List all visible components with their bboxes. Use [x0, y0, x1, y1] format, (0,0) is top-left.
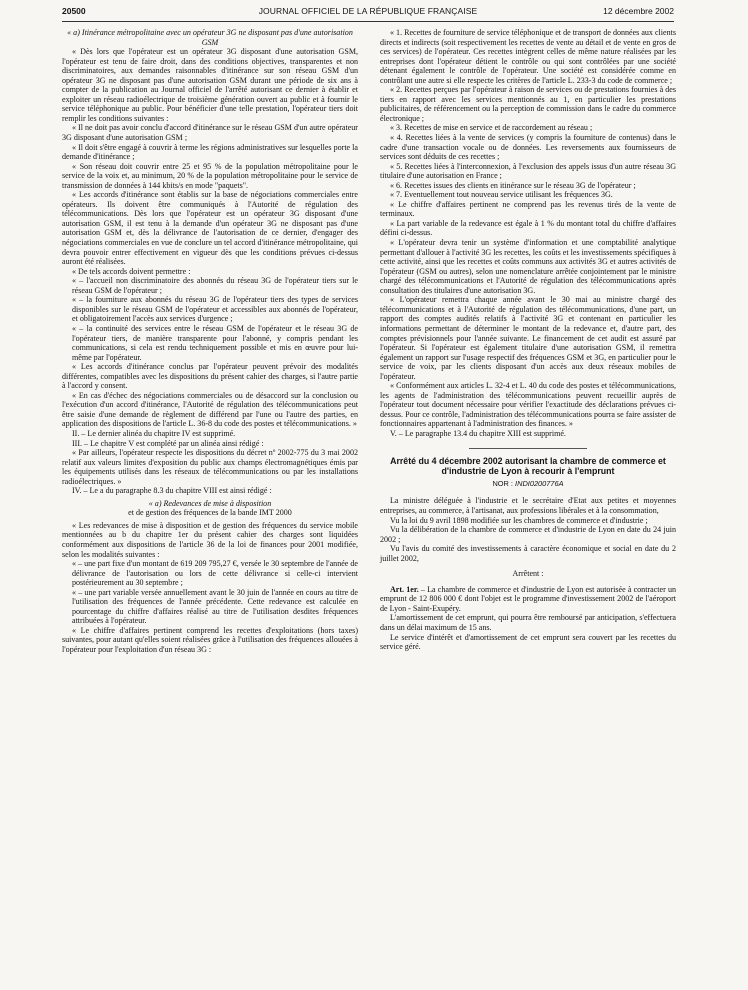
- left-column-paragraph: « Le chiffre d'affaires pertinent comprend les recettes d'exploitations (hors taxes) suivantes, pour autant qu'elles soient réalisées grâce à l'utilisation des fréquences allouées à l'opérateur pour l'exploitation d'un réseau 3G :: [62, 625, 358, 654]
- left-column-paragraph: « Dès lors que l'opérateur est un opérateur 3G disposant d'une autorisation GSM, l'opérateur est tenu de faire droit, dans des conditions objectives, transparentes et non discriminatoires, aux demandes raisonnables d'itinérance sur son réseau GSM d'un opérateur 3G ne disposant pas d'une autorisation GSM durant une période de six ans à compter de la publication au Journal officiel de l'arrêté autorisant ce dernier à établir et exploiter un réseau radioélectrique de troisième génération ouvert au public et à fournir le service téléphonique au public. Pour bénéficier d'une telle prestation, l'opérateur tiers doit remplir les conditions suivantes :: [62, 47, 358, 123]
- left-column-paragraph: « a) Redevances de mise à disposition: [148, 498, 272, 508]
- right-column-body: [380, 28, 676, 439]
- article-1-text: – La chambre de commerce et d'industrie de Lyon est autorisée à contracter un emprunt de 12 806 000 € dont l'objet est le programme d'investissement 2002 de l'aéroport de Lyon - Saint-Exupéry.: [380, 584, 676, 613]
- article-1: [380, 585, 676, 614]
- right-column-paragraph: « 7. Eventuellement tout nouveau service utilisant les fréquences 3G.: [390, 190, 613, 200]
- right-column: [380, 28, 676, 652]
- decree-closing-paragraph: L'amortissement de cet emprunt, qui pourra être remboursé par anticipation, s'effectuera dans un délai maximum de 15 ans.: [380, 613, 676, 633]
- left-column-paragraph: « Par ailleurs, l'opérateur respecte les dispositions du décret nº 2002-775 du 3 mai 2002 relatif aux valeurs limites d'exposition du public aux champs électromagnétiques émis par les équipements utilisés dans les réseaux de télécommunications ou par les installations radioélectriques. »: [62, 448, 358, 486]
- left-column: [62, 28, 358, 655]
- right-column-paragraph: « 1. Recettes de fourniture de service téléphonique et de transport de données aux clients directs et indirects (soit respectivement les recettes de vente au détail et de vente en gros de ces services) de l'opérateur. Ces recettes intègrent celles de même nature réalisées par les entreprises dont l'opérateur détient le contrôle ou qui sont contrôlées par une société détenant également le contrôle de l'opérateur. Une société est considérée comme en contrôlant une autre si elle respecte les critères de l'article L. 233-3 du code de commerce ;: [380, 28, 676, 85]
- left-column-paragraph: III. – Le chapitre V est complété par un alinéa ainsi rédigé :: [72, 438, 264, 448]
- left-column-paragraph: « Il ne doit pas avoir conclu d'accord d'itinérance sur le réseau GSM d'un autre opérateur 3G disposant d'une autorisation GSM ;: [62, 123, 358, 143]
- page-header: [62, 6, 674, 20]
- nor-code: INDI0200776A: [515, 478, 564, 488]
- article-1-label: Art. 1er.: [390, 584, 419, 594]
- right-column-paragraph: V. – Le paragraphe 13.4 du chapitre XIII est supprimé.: [390, 428, 566, 438]
- right-column-paragraph: « 6. Recettes issues des clients en itinérance sur le réseau 3G de l'opérateur ;: [390, 180, 636, 190]
- decree-paragraph: Vu la loi du 9 avril 1898 modifiée sur les chambres de commerce et d'industrie ;: [390, 515, 648, 525]
- journal-title: JOURNAL OFFICIEL DE LA RÉPUBLIQUE FRANÇAISE: [258, 6, 478, 16]
- left-column-paragraph: « – l'accueil non discriminatoire des abonnés du réseau 3G de l'opérateur tiers sur le réseau GSM de l'opérateur ;: [72, 276, 358, 295]
- right-column-paragraph: « Le chiffre d'affaires pertinent ne comprend pas les revenus tirés de la vente de terminaux.: [380, 199, 676, 219]
- right-column-paragraph: « 3. Recettes de mise en service et de raccordement au réseau ;: [390, 123, 593, 133]
- decree-preamble: [380, 496, 676, 563]
- page-number: 20500: [62, 6, 86, 16]
- arrete-label: Arrêtent :: [512, 569, 544, 579]
- left-column-paragraph: « Il doit s'être engagé à couvrir à terme les régions administratives sur lesquelles porte la demande d'itinérance ;: [62, 142, 358, 162]
- section-separator: [469, 448, 587, 449]
- left-column-paragraph: « Son réseau doit couvrir entre 25 et 95 % de la population métropolitaine pour le service de la voix et, au minimum, 20 % de la population métropolitaine pour le service de transmission de données à 144 kbits/s en mode "paquets".: [62, 161, 358, 190]
- left-column-paragraph: « Les accords d'itinérance conclus par l'opérateur peuvent prévoir des modalités différentes, compatibles avec les dispositions du présent cahier des charges, si l'autre partie à l'accord y consent.: [62, 362, 358, 391]
- right-column-paragraph: « L'opérateur remettra chaque année avant le 30 mai au ministre chargé des télécommunications et à l'Autorité de régulation des télécommunications, d'une part, un rapport des comptes audités relatifs à l'activité 3G et contenant en particulier les informations permettant de déterminer le montant de la redevance et, d'autre part, des comptes prévisionnels pour l'année suivante. Le financement de cet audit est assuré par l'opérateur. Si l'opérateur est également titulaire d'une autorisation GSM, il remettra également un rapport sur l'usage respectif des fréquences GSM et 3G, en particulier pour le service de voix, par les clients disposant d'un accès aux deux réseaux mobiles de l'opérateur.: [380, 295, 676, 381]
- left-column-paragraph: « Les redevances de mise à disposition et de gestion des fréquences du service mobile mentionnées au b du chapitre 1er du présent cahier des charges sont liquidées conformément aux dispositions de l'article 36 de la loi de finances pour 2001 modifiée, selon les modalités suivantes :: [62, 520, 358, 559]
- left-column-paragraph: IV. – Le a du paragraphe 8.3 du chapitre VIII est ainsi rédigé :: [72, 486, 272, 496]
- left-column-paragraph: « De tels accords doivent permettre :: [72, 266, 191, 276]
- nor-label: NOR :: [492, 478, 513, 488]
- issue-date: 12 décembre 2002: [603, 6, 674, 16]
- right-column-paragraph: « 4. Recettes liées à la vente de services (y compris la fourniture de contenus) dans le cadre d'une transaction vocale ou de données. Les reversements aux fournisseurs de services sont déduits de ces recettes ;: [380, 133, 676, 162]
- left-column-paragraph: « – une part fixe d'un montant de 619 209 795,27 €, versée le 30 septembre de l'année de délivrance de l'autorisation ou lors de cette délivrance si celle-ci intervient postérieurement au 30 septembre ;: [72, 559, 358, 588]
- header-rule: [62, 21, 674, 22]
- nor-reference: [380, 479, 676, 489]
- decree-closing: [380, 613, 676, 651]
- decree-closing-paragraph: Le service d'intérêt et d'amortissement de cet emprunt sera couvert par les recettes du service géré.: [380, 632, 676, 652]
- decree-paragraph: La ministre déléguée à l'industrie et le secrétaire d'Etat aux petites et moyennes entreprises, au commerce, à l'artisanat, aux professions libérales et à la consommation,: [380, 496, 676, 516]
- left-column-paragraph: « – une part variable versée annuellement avant le 30 juin de l'année en cours au titre de l'utilisation des fréquences de l'année précédente. Cette redevance est calculée en pourcentage du chiffre d'affaires réalisé au titre de l'utilisation desdites fréquences attribuées à l'opérateur.: [72, 587, 358, 626]
- right-column-paragraph: « L'opérateur devra tenir un système d'information et une comptabilité analytique permettant d'allouer à l'activité 3G les recettes, les coûts et les investissements spécifiques à cette activité, ainsi que les recettes et coûts communs aux activités 3G et autres activités de l'opérateur (GSM ou autres), selon une nomenclature arrêtée conjointement par le ministre chargé des télécommunications et l'Autorité de régulation des télécommunications après consultation des titulaires d'une autorisation 3G.: [380, 238, 676, 295]
- right-column-paragraph: « 2. Recettes perçues par l'opérateur à raison de services ou de prestations fournies à des tiers en rapport avec les services mentionnés au 1, en particulier les prestations publicitaires, de référencement ou la perception de commission dans le cadre du commerce électronique ;: [380, 85, 676, 123]
- right-column-paragraph: « La part variable de la redevance est égale à 1 % du montant total du chiffre d'affaires défini ci-dessus.: [380, 218, 676, 238]
- left-column-paragraph: « a) Itinérance métropolitaine avec un opérateur 3G ne disposant pas d'une autorisation GSM: [67, 28, 353, 47]
- decree-paragraph: Vu la délibération de la chambre de commerce et d'industrie de Lyon en date du 24 juin 2002 ;: [380, 525, 676, 544]
- decree-paragraph: Vu l'avis du comité des investissements à caractère économique et social en date du 2 juillet 2002,: [380, 544, 676, 563]
- left-column-paragraph: « En cas d'échec des négociations commerciales ou de désaccord sur la conclusion ou l'exécution d'un accord d'itinérance, l'Autorité de régulation des télécommunications peut être saisie d'une demande de règlement de différend par l'une ou l'autre des parties, en application des dispositions de l'article L. 36-8 du code des postes et télécommunications. »: [62, 390, 358, 429]
- right-column-paragraph: « 5. Recettes liées à l'interconnexion, à l'exclusion des appels issus d'un autre réseau 3G titulaire d'une autorisation en France ;: [380, 161, 676, 181]
- left-column-paragraph: « Les accords d'itinérance sont établis sur la base de négociations commerciales entre opérateurs. Ils doivent être communiqués à l'Autorité de régulation des télécommunications. Dès lors que l'opérateur est un opérateur 3G disposant d'une autorisation GSM, il est tenu à la demande d'un opérateur 3G ne disposant pas d'une autorisation GSM et, dès la délivrance de l'autorisation de ce dernier, d'engager des négociations commerciales en vue de conclure un tel accord d'itinérance métropolitaine, qui devra pouvoir entrer effectivement en vigueur dès que les conditions prévues ci-dessus auront été réalisées.: [62, 190, 358, 267]
- left-column-paragraph: « – la continuité des services entre le réseau GSM de l'opérateur et le réseau 3G de l'opérateur tiers, de manière transparente pour l'abonné, y compris pendant les communications, si cela est rendu techniquement possible et mis en œuvre pour lui-même par l'opérateur.: [72, 323, 358, 362]
- right-column-paragraph: « Conformément aux articles L. 32-4 et L. 40 du code des postes et télécommunications, les agents de l'administration des télécommunications peuvent recueillir auprès de l'opérateur tout document nécessaire pour vérifier l'exactitude des déclarations prévues ci-dessus. Pour ce contrôle, l'administration des télécommunications pourra se faire assister de fonctionnaires appartenant à l'administration des finances. »: [380, 381, 676, 429]
- left-column-paragraph: et de gestion des fréquences de la bande IMT 2000: [128, 508, 292, 518]
- left-column-paragraph: II. – Le dernier alinéa du chapitre IV est supprimé.: [72, 428, 236, 438]
- decree-title: Arrêté du 4 décembre 2002 autorisant la chambre de commerce et d'industrie de Lyon à recourir à l'emprunt: [390, 455, 666, 476]
- left-column-paragraph: « – la fourniture aux abonnés du réseau 3G de l'opérateur tiers des types de services disponibles sur le réseau GSM de l'opérateur et accessibles aux abonnés de l'opérateur, et obligatoirement l'accès aux services d'urgence ;: [72, 295, 358, 324]
